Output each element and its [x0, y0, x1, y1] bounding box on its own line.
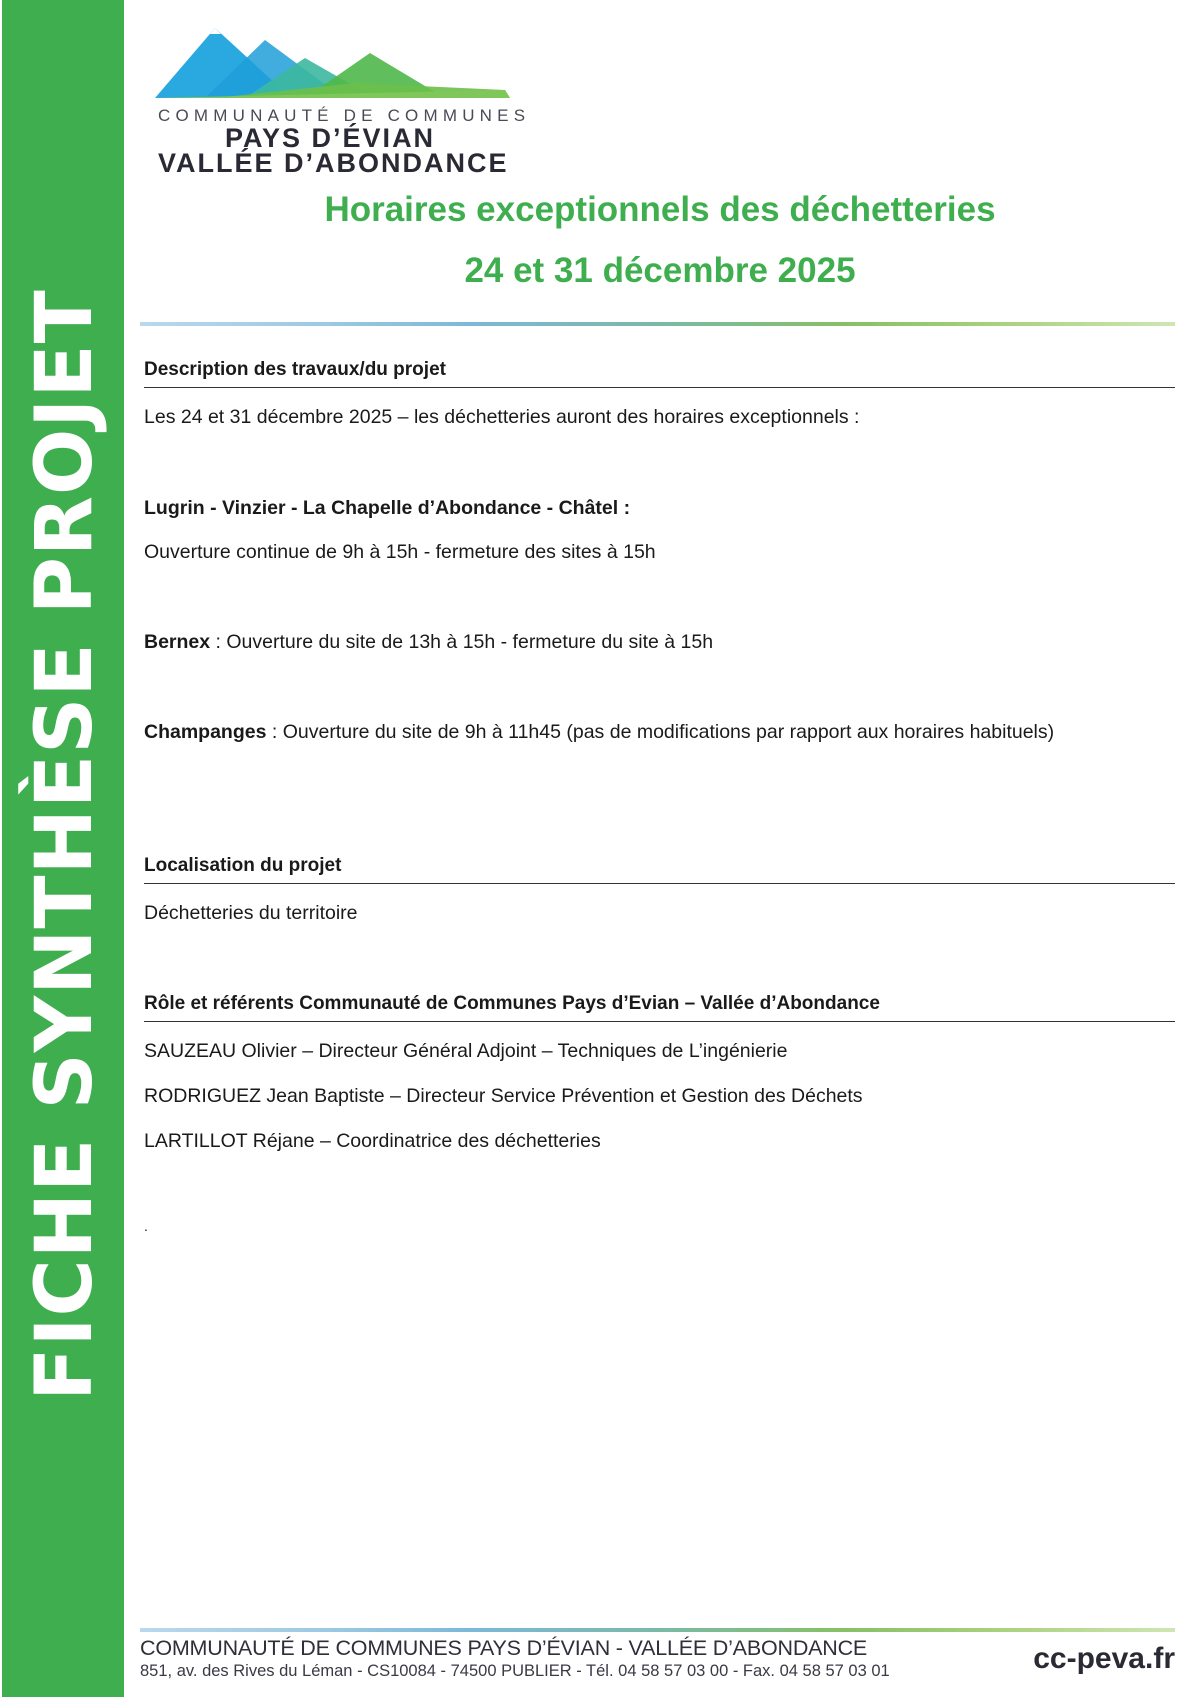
description-intro: Les 24 et 31 décembre 2025 – les déchetteries auront des horaires exceptionnels :: [144, 406, 860, 428]
page-title: Horaires exceptionnels des déchetteries: [324, 190, 996, 229]
referent-item: SAUZEAU Olivier – Directeur Général Adjoint – Techniques de L’ingénierie: [144, 1040, 788, 1062]
trailing-mark: .: [144, 1218, 148, 1234]
organization-logo: [155, 28, 565, 178]
group1-title: [144, 497, 630, 520]
footer-divider: [140, 1628, 1175, 1632]
referent-item: RODRIGUEZ Jean Baptiste – Directeur Service Prévention et Gestion des Déchets: [144, 1085, 863, 1107]
location-heading: Localisation du projet: [144, 855, 1175, 884]
sidebar-label: FICHE SYNTHÈSE PROJET: [20, 289, 110, 1401]
header-divider: [140, 322, 1175, 326]
description-heading: Description des travaux/du projet: [144, 359, 1175, 388]
footer-website-link[interactable]: cc-peva.fr: [1033, 1642, 1175, 1675]
logo-text-line2: PAYS D’ÉVIAN: [225, 123, 436, 153]
logo-text-line3: VALLÉE D’ABONDANCE: [158, 148, 509, 178]
champanges-line: [144, 721, 1054, 744]
bernex-text: : Ouverture du site de 13h à 15h - fermeture du site à 15h: [210, 631, 714, 653]
location-text: Déchetteries du territoire: [144, 902, 358, 924]
page-subtitle: 24 et 31 décembre 2025: [464, 251, 856, 290]
champanges-text: : Ouverture du site de 9h à 11h45 (pas de modifications par rapport aux horaires habituels): [266, 721, 1055, 743]
sidebar-band: [2, 0, 124, 1697]
bernex-line: [144, 631, 713, 654]
referent-item: LARTILLOT Réjane – Coordinatrice des déchetteries: [144, 1130, 601, 1152]
champanges-label: Champanges: [144, 721, 267, 743]
logo-text-line1: COMMUNAUTÉ DE COMMUNES: [158, 106, 531, 125]
group1-title-text: Lugrin - Vinzier - La Chapelle d’Abondance - Châtel :: [144, 497, 631, 519]
footer-organization: COMMUNAUTÉ DE COMMUNES PAYS D’ÉVIAN - VALLÉE D’ABONDANCE: [140, 1636, 868, 1660]
bernex-label: Bernex: [144, 631, 211, 653]
referents-heading: Rôle et référents Communauté de Communes Pays d’Evian – Vallée d’Abondance: [144, 993, 1175, 1022]
footer-address: 851, av. des Rives du Léman - CS10084 - 74500 PUBLIER - Tél. 04 58 57 03 00 - Fax. 04 58 57 03 01: [140, 1662, 890, 1680]
mountains-icon: [155, 28, 565, 118]
group1-text: Ouverture continue de 9h à 15h - fermeture des sites à 15h: [144, 541, 656, 563]
